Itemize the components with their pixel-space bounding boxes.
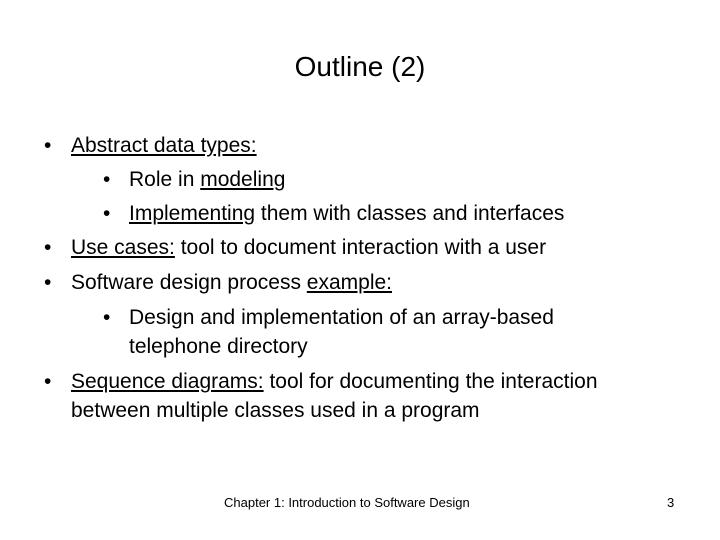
sub-bullet-marker: • xyxy=(103,202,111,225)
bullet-sequence-diagrams-cont: between multiple classes used in a program xyxy=(71,399,480,422)
use-cases-label: Use cases: xyxy=(71,236,175,259)
sub-bullet-marker: • xyxy=(103,168,111,191)
bullet-marker: • xyxy=(44,134,52,157)
abstract-data-types-label: Abstract data types: xyxy=(71,134,257,157)
page-number: 3 xyxy=(667,495,675,510)
sub-bullet-implementing xyxy=(129,200,564,228)
bullet-marker: • xyxy=(44,236,52,259)
bullet-abstract-data-types xyxy=(71,132,257,160)
bullet-marker: • xyxy=(44,370,52,393)
slide-title: Outline (2) xyxy=(294,51,426,82)
example-label: example: xyxy=(306,271,393,294)
implementing-label: Implementing xyxy=(129,202,256,225)
implementing-rest: them with classes and interfaces xyxy=(255,202,565,225)
bullet-sequence-diagrams xyxy=(71,368,598,396)
sub-bullet-design-implementation: Design and implementation of an array-based xyxy=(129,306,554,329)
sub-bullet-role-in-modeling xyxy=(129,166,285,194)
sequence-diagrams-label: Sequence diagrams: xyxy=(71,370,264,393)
modeling-label: modeling xyxy=(200,168,286,191)
bullet-marker: • xyxy=(44,271,52,294)
footer-chapter-title: Chapter 1: Introduction to Software Design xyxy=(224,495,470,510)
sub-bullet-marker: • xyxy=(103,306,111,329)
bullet-software-design-process xyxy=(71,269,392,297)
software-design-process-text: Software design process xyxy=(71,271,307,294)
use-cases-rest: tool to document interaction with a user xyxy=(174,236,547,259)
sequence-diagrams-rest: tool for documenting the interaction xyxy=(263,370,598,393)
role-in-text: Role in xyxy=(129,168,201,191)
sub-bullet-design-implementation-cont: telephone directory xyxy=(129,335,308,358)
bullet-use-cases xyxy=(71,234,546,262)
